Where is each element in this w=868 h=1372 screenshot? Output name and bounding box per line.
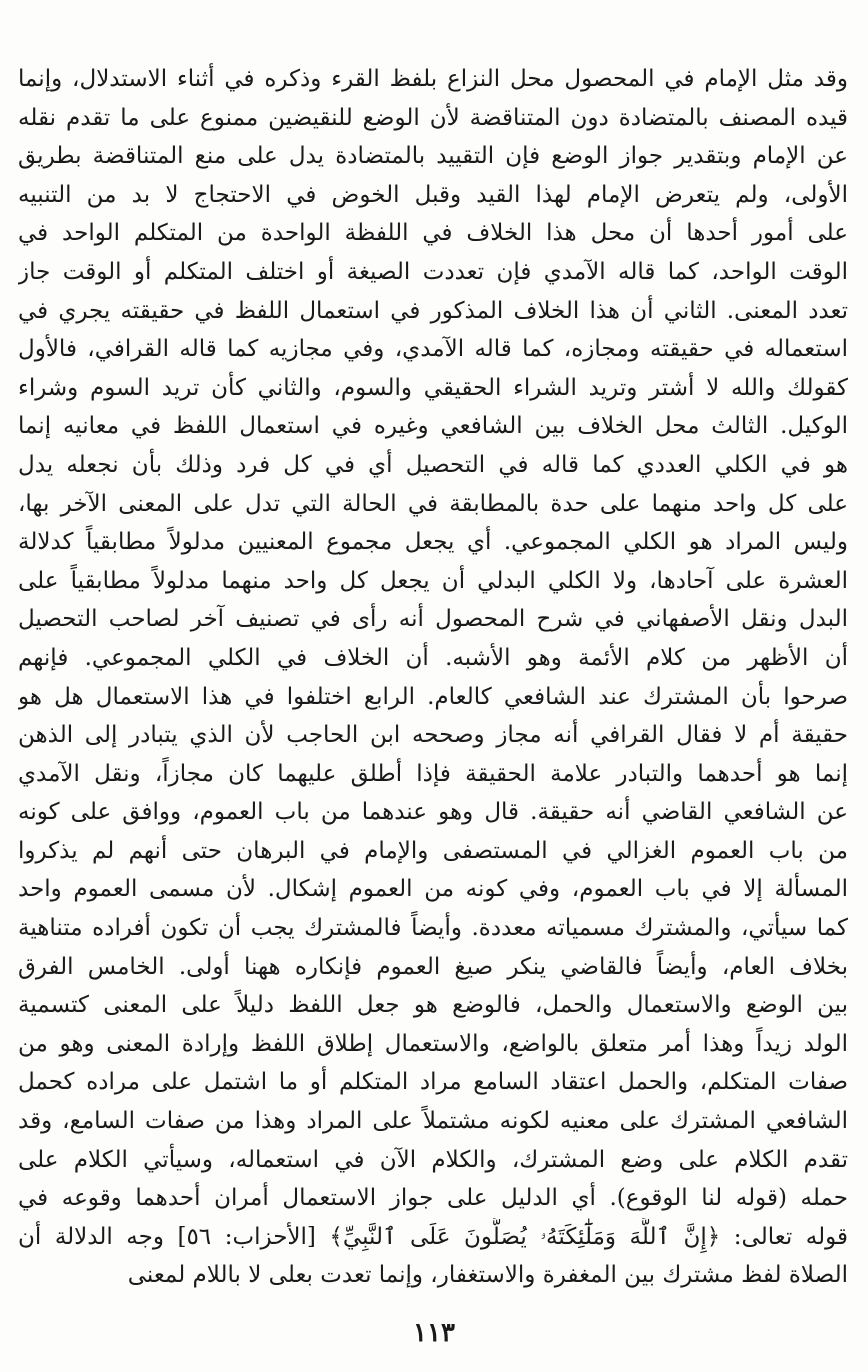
text-line: بين الوضع والاستعمال والحمل، فالوضع هو جعل اللفظ دليلاً على المعنى كتسمية	[18, 992, 848, 1019]
text-line: عن الإمام وبتقدير جواز الوضع فإن التقييد بالمتضادة يدل على منع المتناقضة بطريق	[18, 143, 848, 170]
text-line: العشرة على آحادها، ولا الكلي البدلي أن يجعل كل واحد منهما مدلولاً مطابقياً على	[18, 567, 848, 594]
text-line: وقد مثل الإمام في المحصول محل النزاع بلفظ القرء وذكره في أثناء الاستدلال، وإنما	[18, 66, 848, 92]
text-line: بخلاف العام، وأيضاً فالقاضي ينكر صيغ العموم فإنكاره ههنا أولى. الخامس الفرق	[18, 953, 848, 980]
text-line: حمله (قوله لنا الوقوع). أي الدليل على جواز الاستعمال أمران أحدهما وقوعه في	[18, 1185, 848, 1212]
text-line: إنما هو أحدهما والتبادر علامة الحقيقة فإذا أطلق عليهما كان مجازاً، ونقل الآمدي	[18, 760, 848, 787]
text-line: الشافعي المشترك على معنيه لكونه مشتملاً على المراد وهذا من صفات السامع، وقد	[18, 1108, 848, 1135]
text-line: من باب العموم الغزالي في المستصفى والإمام في البرهان حتى أنهم لم يذكروا	[18, 837, 848, 864]
text-line: كما سيأتي، والمشترك مسمياته معددة. وأيضاً فالمشترك يجب أن تكون أفراده متناهية	[18, 915, 848, 942]
text-line: صفات المتكلم، والحمل اعتقاد السامع مراد المتكلم أو ما اشتمل على مراده كحمل	[18, 1069, 848, 1096]
text-line: على أمور أحدها أن محل هذا الخلاف في اللفظة الواحدة من المتكلم الواحد في	[18, 220, 848, 247]
text-line: حقيقة أم لا فقال القرافي أنه مجاز وصححه ابن الحاجب لأن الذي يتبادر إلى الذهن	[18, 722, 848, 749]
text-line: المسألة إلا في باب العموم، وفي كونه من العموم إشكال. لأن مسمى العموم واحد	[18, 876, 848, 903]
text-line: وليس المراد هو الكلي المجموعي. أي يجعل مجموع المعنيين مدلولاً مطابقياً كدلالة	[18, 529, 848, 556]
text-line: قيده المصنف بالمتضادة دون المتناقضة لأن الوضع للنقيضين ممنوع على ما تقدم نقله	[18, 104, 848, 131]
text-line: الوكيل. الثالث محل الخلاف بين الشافعي وغيره في استعمال اللفظ في معانيه إنما	[18, 413, 848, 440]
text-line: عن الشافعي القاضي أنه حقيقة. قال وهو عندهما من باب العموم، ووافق على كونه	[18, 799, 848, 826]
text-line: استعماله في حقيقته ومجازه، كما قاله الآمدي، وفي مجازيه كما قاله القرافي، فالأول	[18, 336, 848, 363]
page-number: ١١٣	[413, 1318, 455, 1348]
text-line: صرحوا بأن المشترك عند الشافعي كالعام. الرابع اختلفوا في هذا الاستعمال هل هو	[18, 683, 848, 710]
text-line: تقدم الكلام على وضع المشترك، والكلام الآن في استعماله، وسيأتي الكلام على	[18, 1146, 848, 1173]
text-line: الأولى، ولم يتعرض الإمام لهذا القيد وقبل الخوض في الاحتجاج لا بد من التنبيه	[18, 181, 848, 208]
text-line: على كل واحد منهما على حدة بالمطابقة في الحالة التي تدل على المعنى الآخر بها،	[18, 490, 848, 517]
text-line: كقولك والله لا أشتر وتريد الشراء الحقيقي والسوم، والثاني كأن تريد السوم وشراء	[18, 374, 848, 401]
body-text	[18, 60, 848, 1295]
text-line: قوله تعالى: ﴿إِنَّ ٱللَّهَ وَمَلَٰٓئِكَتَهُۥ يُصَلُّونَ عَلَى ٱلنَّبِيِّ﴾ [الأحزاب: ٥٦] وجه الدلالة أن	[18, 1223, 848, 1250]
text-line: تعدد المعنى. الثاني أن هذا الخلاف المذكور في استعمال اللفظ في حقيقته يجري في	[18, 297, 848, 324]
text-line: الولد زيداً وهذا أمر متعلق بالواضع، والاستعمال إطلاق اللفظ وإرادة المعنى وهو من	[18, 1030, 848, 1057]
text-line: هو في الكلي العددي كما قاله في التحصيل أي في كل فرد وذلك بأن نجعله يدل	[18, 451, 848, 478]
text-line: الصلاة لفظ مشترك بين المغفرة والاستغفار، وإنما تعدت بعلى لا باللام لمعنى	[127, 1262, 848, 1289]
text-line: الوقت الواحد، كما قاله الآمدي فإن تعددت الصيغة أو اختلف المتكلم أو الوقت جاز	[18, 258, 848, 285]
text-line: أن الأظهر من كلام الأئمة وهو الأشبه. أن الخلاف في الكلي المجموعي. فإنهم	[18, 644, 848, 671]
text-line: البدل ونقل الأصفهاني في شرح المحصول أنه رأى في تصنيف آخر لصاحب التحصيل	[18, 606, 848, 633]
